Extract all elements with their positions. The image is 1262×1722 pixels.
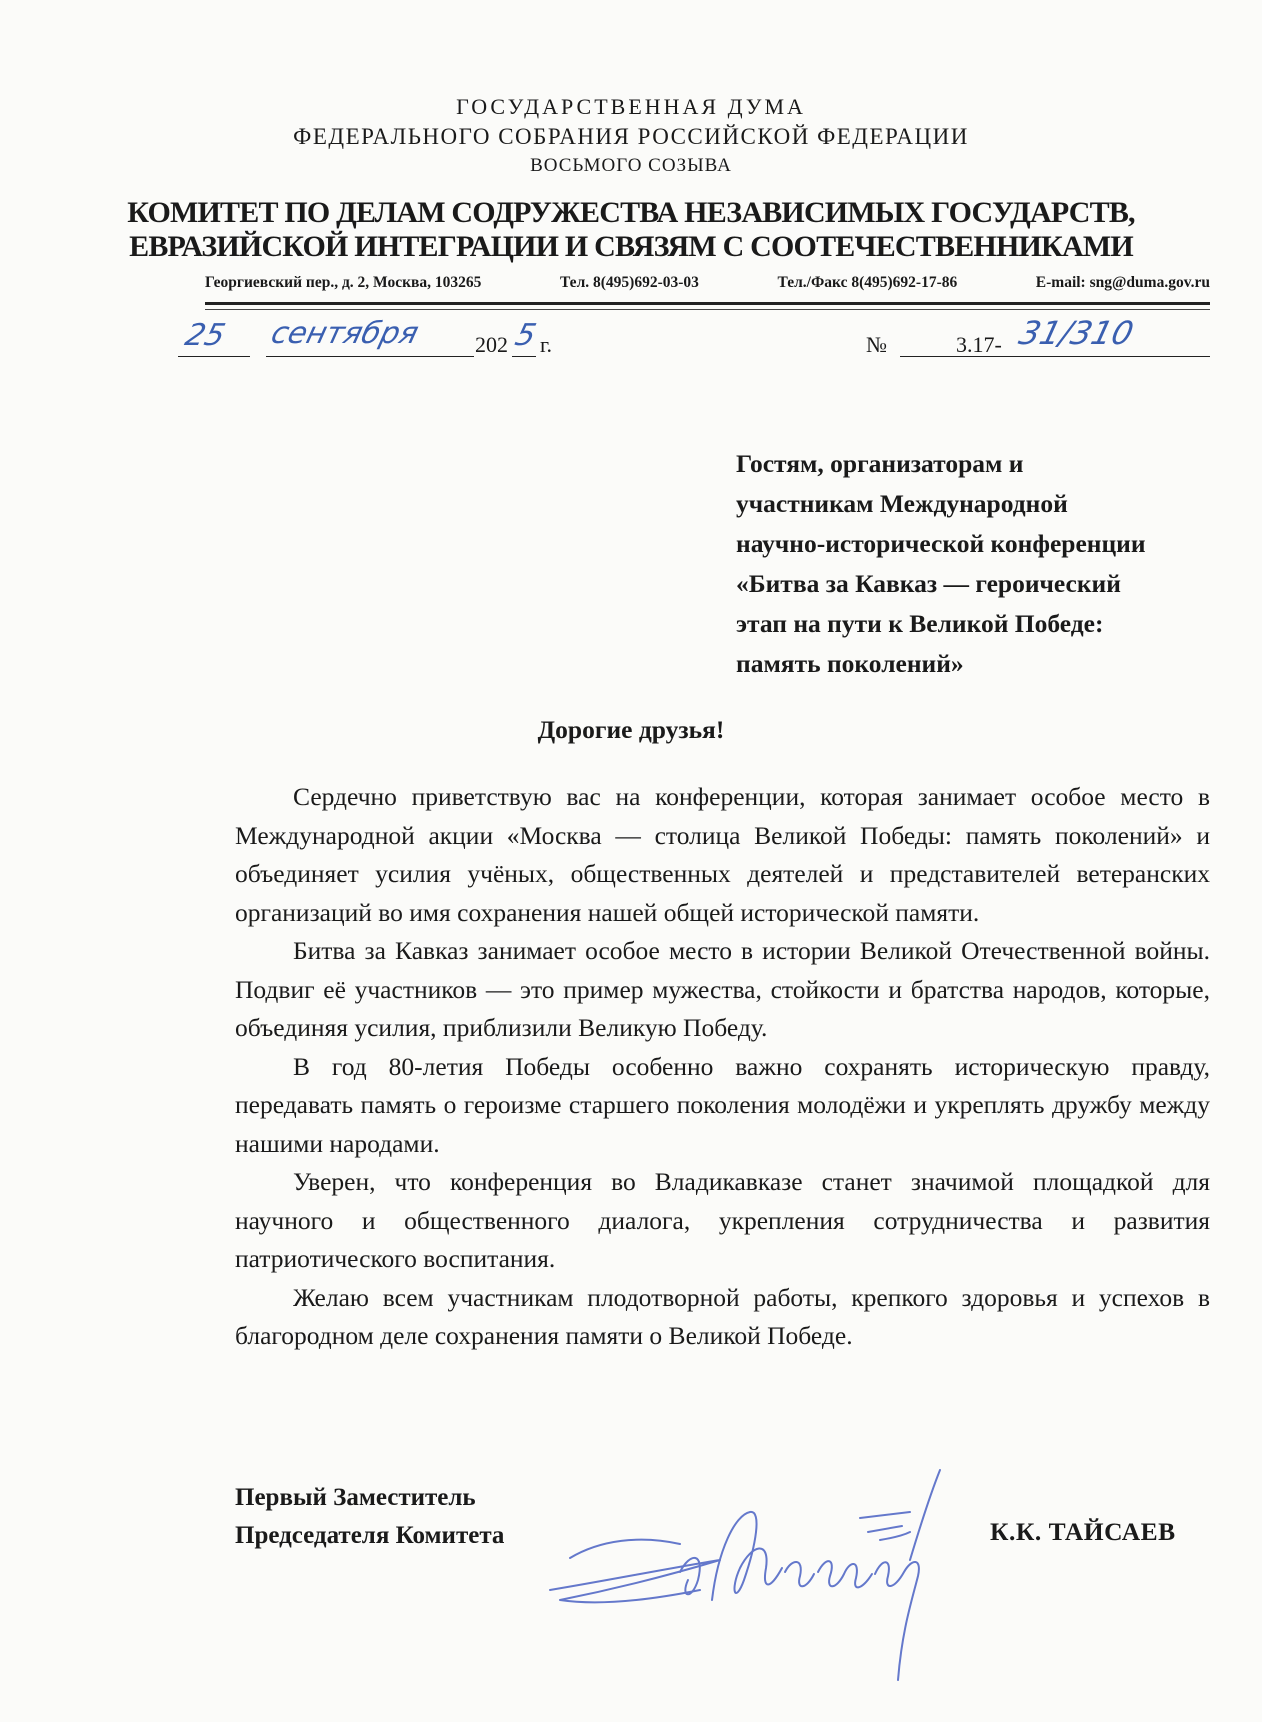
addressee-line: Гостям, организаторам и xyxy=(736,449,1024,478)
date-day-handwritten: 25 xyxy=(181,318,229,353)
header-rule-thick xyxy=(205,302,1210,305)
addressee-line: участникам Международной xyxy=(736,489,1068,518)
number-printed: 3.17- xyxy=(956,332,1002,357)
addressee-block xyxy=(736,444,1216,684)
date-month-handwritten: сентября xyxy=(267,316,423,351)
signatory-name: К.К. ТАЙСАЕВ xyxy=(990,1517,1176,1546)
body-paragraph: Желаю всем участникам плодотворной работы, крепкого здоровья и успехов в благородном деле сохранения памяти о Великой Победе. xyxy=(235,1282,1210,1350)
org-line-2: ФЕДЕРАЛЬНОГО СОБРАНИЯ РОССИЙСКОЙ ФЕДЕРАЦИИ xyxy=(293,124,969,149)
body-paragraph: Уверен, что конференция во Владикавказе станет значимой площадкой для научного и общественного диалога, укрепления сотрудничества и развития патриотического воспитания. xyxy=(235,1167,1210,1273)
letter-body xyxy=(235,778,1210,1356)
fax-text: Тел./Факс 8(495)692-17-86 xyxy=(777,274,958,291)
number-label: № xyxy=(866,332,887,357)
addressee-line: этап на пути к Великой Победе: xyxy=(736,609,1104,638)
contacts-line xyxy=(205,274,1210,292)
date-year-suffix: г. xyxy=(540,332,553,357)
email-text: E-mail: sng@duma.gov.ru xyxy=(1035,274,1210,291)
date-year-prefix: 202 xyxy=(475,332,508,357)
addressee-line: научно-исторической конференции xyxy=(736,529,1146,558)
body-paragraph: В год 80-летия Победы особенно важно сохранять историческую правду, передавать память о героизме старшего поколения молодёжи и укреплять дружбу между нашими народами. xyxy=(235,1051,1210,1158)
body-paragraph: Битва за Кавказ занимает особое место в истории Великой Отечественной войны. Подвиг её участников — это пример мужества, стойкости и братства народов, которые, объединяя усилия, приблизили Великую Победу. xyxy=(235,936,1210,1042)
signatory-title-line-2: Председателя Комитета xyxy=(235,1522,505,1549)
phone-text: Тел. 8(495)692-03-03 xyxy=(559,274,699,291)
signatory-title-line-1: Первый Заместитель xyxy=(235,1484,476,1511)
dateline xyxy=(0,314,1262,368)
greeting: Дорогие друзья! xyxy=(537,715,725,744)
address-text: Георгиевский пер., д. 2, Москва, 103265 xyxy=(205,274,482,291)
signatory-title xyxy=(235,1479,504,1555)
header-rule-thin xyxy=(205,309,1210,310)
org-line-1: ГОСУДАРСТВЕННАЯ ДУМА xyxy=(456,94,806,119)
number-handwritten: 31/310 xyxy=(1015,314,1138,352)
committee-line-2: ЕВРАЗИЙСКОЙ ИНТЕГРАЦИИ И СВЯЗЯМ С СООТЕЧЕСТВЕННИКАМИ xyxy=(129,230,1133,263)
date-year-digit-handwritten: 5 xyxy=(511,318,540,353)
addressee-line: «Битва за Кавказ — героический xyxy=(736,569,1121,598)
committee-line-1: КОМИТЕТ ПО ДЕЛАМ СОДРУЖЕСТВА НЕЗАВИСИМЫХ ГОСУДАРСТВ, xyxy=(127,196,1135,229)
addressee-line: память поколений» xyxy=(736,649,964,678)
body-paragraph: Сердечно приветствую вас на конференции, которая занимает особое место в Международной акции «Москва — столица Великой Победы: память поколений» и объединяет усилия учёных, общественных деятелей и представителей ветеранских организаций во имя сохранения нашей общей исторической памяти. xyxy=(235,782,1210,927)
handwritten-signature xyxy=(530,1440,1000,1710)
org-line-3: ВОСЬМОГО СОЗЫВА xyxy=(530,155,732,176)
